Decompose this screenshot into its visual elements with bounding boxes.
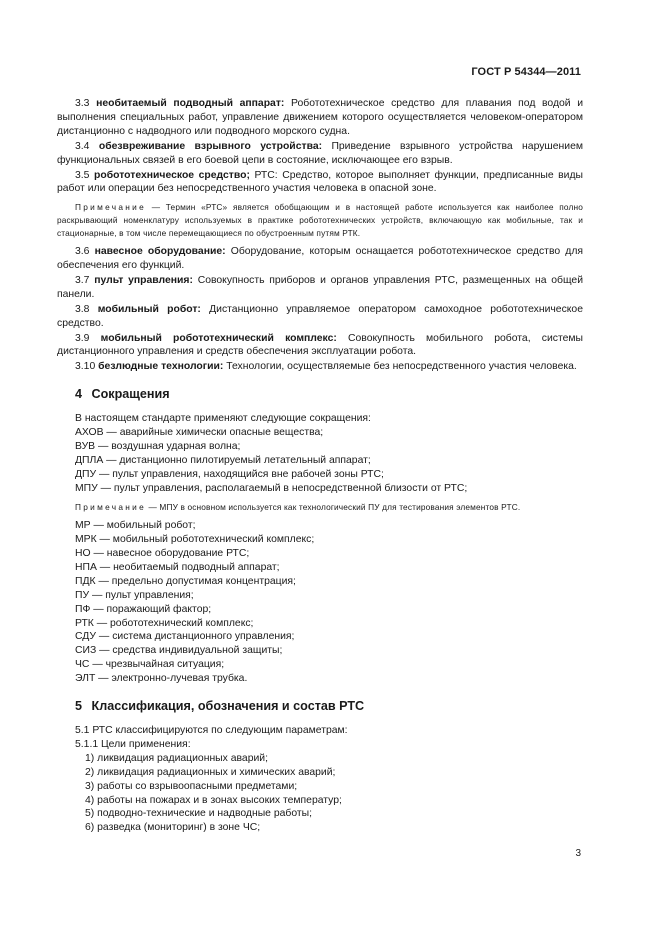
page-number: 3 bbox=[575, 848, 581, 859]
abbreviation-item: СДУ — система дистанционного управления; bbox=[75, 631, 295, 643]
note-label: Примечание bbox=[75, 202, 147, 213]
purpose-item: 5) подводно-технические и надводные работы; bbox=[85, 808, 313, 820]
definition-paragraph bbox=[57, 245, 583, 273]
abbreviation-item: НО — навесное оборудование РТС; bbox=[75, 548, 250, 560]
definitions-block-1 bbox=[57, 97, 583, 196]
definition-number: 3.7 bbox=[75, 274, 90, 286]
definition-paragraph bbox=[57, 332, 583, 360]
definition-text: Совокупность приборов и органов управления РТС, размещенных на общей панели. bbox=[57, 274, 584, 300]
definition-term: обезвреживание взрывного устройства: bbox=[98, 140, 323, 152]
definition-term: необитаемый подводный аппарат: bbox=[96, 98, 285, 109]
section-4-title: Сокращения bbox=[91, 387, 170, 402]
definition-term: мобильный робототехнический комплекс: bbox=[100, 332, 337, 344]
definition-number: 3.6 bbox=[75, 246, 90, 258]
note-text: — Термин «РТС» является обобщающим и в настоящей работе используется как наиболее полно раскрывающий номенклатуру используемых в практике робототехнических устройств, включающую как мобильные, так и стационарные, в том числе перемещающиеся по обустроенным путям РТК. bbox=[57, 202, 583, 238]
note-rts bbox=[57, 201, 583, 239]
section-4-number: 4 bbox=[75, 387, 83, 402]
abbreviation-item: СИЗ — средства индивидуальной защиты; bbox=[75, 645, 283, 657]
abbreviation-item: ВУВ — воздушная ударная волна; bbox=[75, 441, 241, 452]
definition-number: 3.9 bbox=[75, 332, 90, 344]
purpose-item: 1) ликвидация радиационных аварий; bbox=[85, 752, 268, 764]
definition-number: 3.8 bbox=[75, 303, 90, 315]
abbreviation-item: МРК — мобильный робототехнический комплекс; bbox=[75, 534, 315, 546]
definition-paragraph bbox=[57, 140, 583, 168]
definition-paragraph bbox=[57, 97, 583, 139]
definition-text: Оборудование, которым оснащается робототехническое средство для обеспечения его функций. bbox=[57, 246, 584, 272]
section-5-title: Классификация, обозначения и состав РТС bbox=[91, 699, 365, 714]
definition-paragraph bbox=[57, 274, 583, 302]
definition-number: 3.10 bbox=[75, 361, 96, 373]
definition-text: Робототехническое средство для плавания под водой и выполнения специальных работ, управление движением которого осуществляется человеком-оператором дистанционно с надводного или подводного морского судна. bbox=[57, 98, 583, 137]
section-4-intro: В настоящем стандарте применяют следующие сокращения: bbox=[75, 413, 371, 425]
abbreviation-item: ЭЛТ — электронно-лучевая трубка. bbox=[75, 673, 248, 685]
purpose-item: 3) работы со взрывоопасными предметами; bbox=[85, 780, 298, 792]
page-content bbox=[57, 97, 583, 835]
note-mpu bbox=[57, 501, 583, 514]
abbreviation-item: МР — мобильный робот; bbox=[75, 520, 196, 532]
definition-text: Приведение взрывного устройства нарушением функциональных связей в его боевой цепи в состояние, исключающее его взрыв. bbox=[57, 140, 584, 166]
abbreviations-list-1 bbox=[57, 426, 583, 496]
abbreviation-item: МПУ — пульт управления, располагаемый в непосредственной близости от РТС; bbox=[75, 482, 468, 494]
clause-5-1: 5.1 РТС классифицируются по следующим параметрам: bbox=[75, 725, 348, 736]
definition-text: Совокупность мобильного робота, системы дистанционного управления и средств обеспечения эксплуатации робота. bbox=[57, 332, 583, 358]
abbreviation-item: НПА — необитаемый подводный аппарат; bbox=[75, 561, 280, 573]
abbreviation-item: РТК — робототехнический комплекс; bbox=[75, 617, 254, 629]
abbreviation-item: АХОВ — аварийные химически опасные вещества; bbox=[75, 427, 324, 439]
abbreviation-item: ДПЛА — дистанционно пилотируемый летательный аппарат; bbox=[75, 454, 371, 466]
definition-term: навесное оборудование: bbox=[94, 246, 226, 258]
note-text: — МПУ в основном используется как технологический ПУ для тестирования элементов РТС. bbox=[148, 501, 521, 512]
purpose-item: 6) разведка (мониторинг) в зоне ЧС; bbox=[85, 822, 261, 834]
abbreviations-list-2 bbox=[57, 519, 583, 686]
abbreviation-item: ПФ — поражающий фактор; bbox=[75, 603, 212, 615]
clause-5-1-1: 5.1.1 Цели применения: bbox=[75, 738, 191, 750]
section-5-number: 5 bbox=[75, 699, 83, 714]
abbreviation-item: ПДК — предельно допустимая концентрация; bbox=[75, 575, 296, 587]
purpose-item: 4) работы на пожарах и в зонах высоких температур; bbox=[85, 794, 342, 806]
definition-number: 3.4 bbox=[75, 140, 90, 152]
definition-number: 3.5 bbox=[75, 169, 90, 181]
definition-term: пульт управления: bbox=[94, 274, 193, 286]
definition-text: Технологии, осуществляемые без непосредственного участия человека. bbox=[223, 361, 577, 373]
definition-term: робототехническое средство; bbox=[94, 169, 250, 181]
abbreviation-item: ДПУ — пульт управления, находящийся вне рабочей зоны РТС; bbox=[75, 468, 384, 480]
section-5-heading bbox=[75, 700, 583, 714]
definition-text: Дистанционно управляемое оператором самоходное робототехническое средство. bbox=[57, 303, 583, 329]
abbreviation-item: ЧС — чрезвычайная ситуация; bbox=[75, 659, 225, 671]
standard-header: ГОСТ Р 54344—2011 bbox=[471, 66, 581, 78]
purpose-item: 2) ликвидация радиационных и химических аварий; bbox=[85, 766, 336, 778]
definition-paragraph bbox=[57, 360, 583, 374]
application-purposes-list bbox=[57, 752, 583, 835]
definition-number: 3.3 bbox=[75, 98, 90, 109]
abbreviation-item: ПУ — пульт управления; bbox=[75, 589, 194, 601]
definition-text: РТС: Средство, которое выполняет функции, предписанные виды работ или операции без непосредственного участия человека в опасной зоне. bbox=[57, 169, 584, 195]
definition-term: мобильный робот: bbox=[97, 303, 201, 315]
note-label: Примечание bbox=[75, 501, 147, 512]
section-4-heading bbox=[75, 388, 583, 402]
definition-paragraph bbox=[57, 169, 583, 197]
definitions-block-2 bbox=[57, 245, 583, 374]
definition-term: безлюдные технологии: bbox=[98, 361, 224, 373]
definition-paragraph bbox=[57, 303, 583, 331]
